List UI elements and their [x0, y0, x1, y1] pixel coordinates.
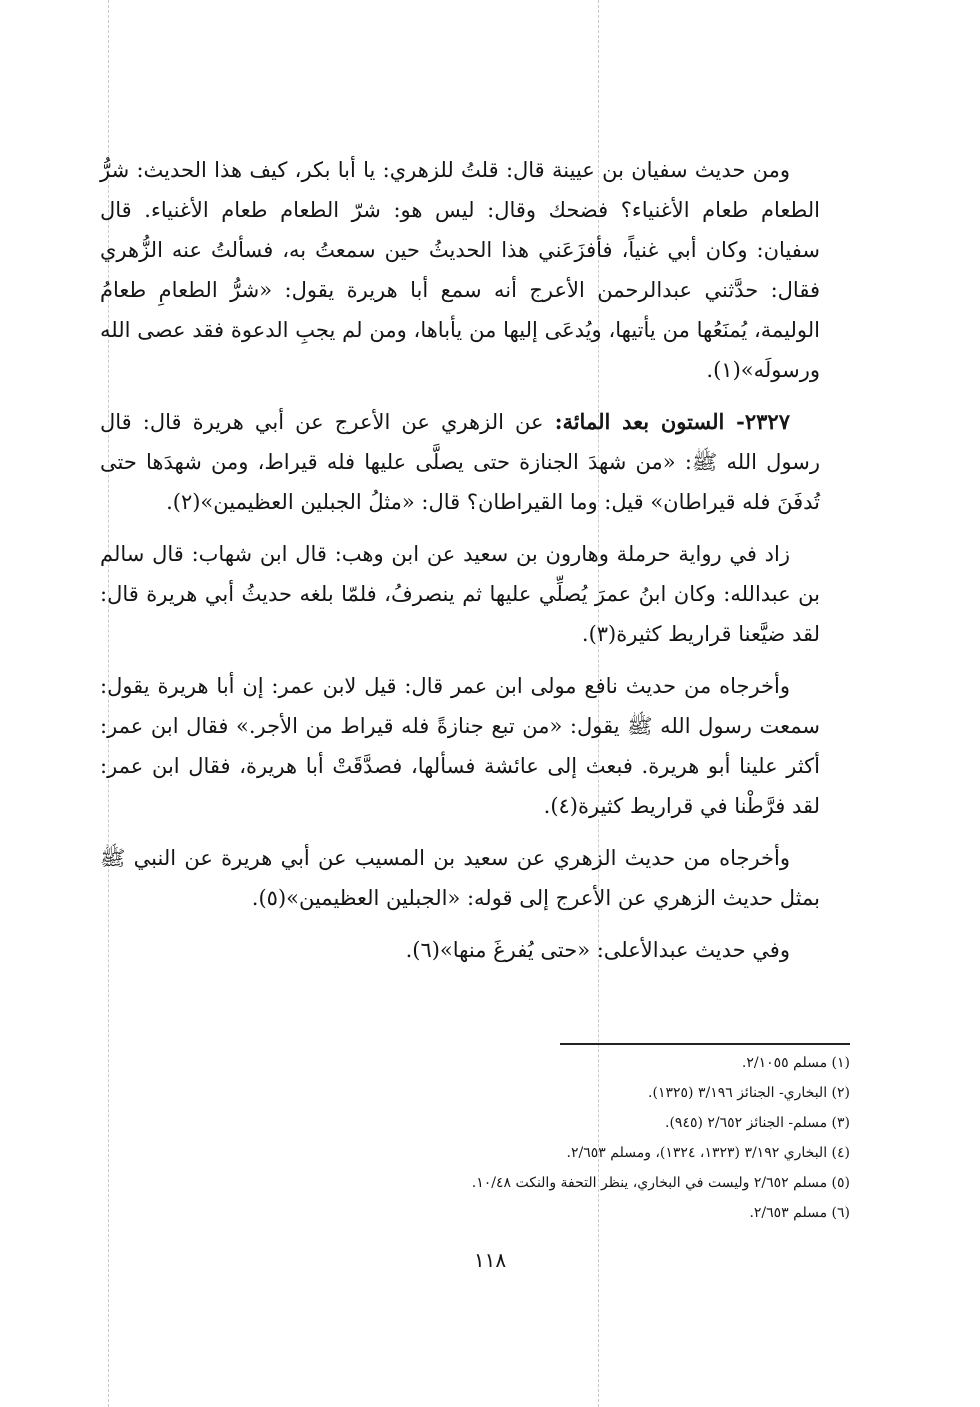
hadith-heading: ٢٣٢٧- الستون بعد المائة:	[554, 409, 790, 434]
paragraph: ومن حديث سفيان بن عيينة قال: قلتُ للزهري: يا أبا بكر، كيف هذا الحديث: شرُّ الطعام طعام الأغنياء؟ فضحك وقال: ليس هو: شرّ الطعام طعام الأغنياء. قال سفيان: وكان أبي غنياً، فأفزَعَني هذا الحديثُ حين سمعتُ به، فسألتُ عنه الزُّهري فقال: حدَّثني عبدالرحمن الأعرج أنه سمع أبا هريرة يقول: «شرُّ الطعامِ طعامُ الوليمة، يُمنَعُها من يأتيها، ويُدعَى إليها من يأباها، ومن لم يجبِ الدعوة فقد عصى الله ورسولَه»(١).	[100, 158, 820, 382]
hadith-entry	[100, 402, 820, 522]
footnote: (٥) مسلم ٢/٦٥٢ وليست في البخاري، ينظر التحفة والنكت ١٠/٤٨.	[471, 1175, 850, 1191]
footnotes	[200, 1048, 850, 1228]
footnote-divider	[560, 1043, 850, 1045]
footnote: (١) مسلم ٢/١٠٥٥.	[741, 1055, 850, 1071]
page-number: ١١٨	[473, 1248, 507, 1272]
paragraph: وفي حديث عبدالأعلى: «حتى يُفرغَ منها»(٦).	[405, 938, 790, 962]
footnote: (٤) البخاري ٣/١٩٢ (١٣٢٣، ١٣٢٤)، ومسلم ٢/٦٥٣.	[566, 1145, 850, 1161]
paragraph: زاد في رواية حرملة وهارون بن سعيد عن ابن وهب: قال ابن شهاب: قال سالم بن عبدالله: وكان ابنُ عمرَ يُصلِّي عليها ثم ينصرفُ، فلمّا بلغه حديثُ أبي هريرة قال: لقد ضيَّعنا قراريط كثيرة(٣).	[100, 542, 820, 646]
main-text	[100, 150, 820, 982]
paragraph: وأخرجاه من حديث الزهري عن سعيد بن المسيب عن أبي هريرة عن النبي ﷺ بمثل حديث الزهري عن الأعرج إلى قوله: «الجبلين العظيمين»(٥).	[100, 846, 820, 910]
footnote: (٢) البخاري- الجنائز ٣/١٩٦ (١٣٢٥).	[648, 1085, 850, 1101]
paragraph: وأخرجاه من حديث نافع مولى ابن عمر قال: قيل لابن عمر: إن أبا هريرة يقول: سمعت رسول الله ﷺ يقول: «من تبع جنازةً فله قيراط من الأجر.» فقال ابن عمر: أكثر علينا أبو هريرة. فبعث إلى عائشة فسألها، فصدَّقَتْ أبا هريرة، فقال ابن عمر: لقد فرَّطْنا في قراريط كثيرة(٤).	[100, 674, 820, 818]
hadith-text: عن الزهري عن الأعرج عن أبي هريرة قال: قال رسول الله ﷺ: «من شهدَ الجنازة حتى يصلَّى عليها فله قيراط، ومن شهدَها حتى تُدفَنَ فله قيراطان» قيل: وما القيراطان؟ قال: «مثلُ الجبلين العظيمين»(٢).	[100, 410, 820, 514]
footnote: (٣) مسلم- الجنائز ٢/٦٥٢ (٩٤٥).	[665, 1115, 850, 1131]
footnote: (٦) مسلم ٢/٦٥٣.	[749, 1205, 850, 1221]
